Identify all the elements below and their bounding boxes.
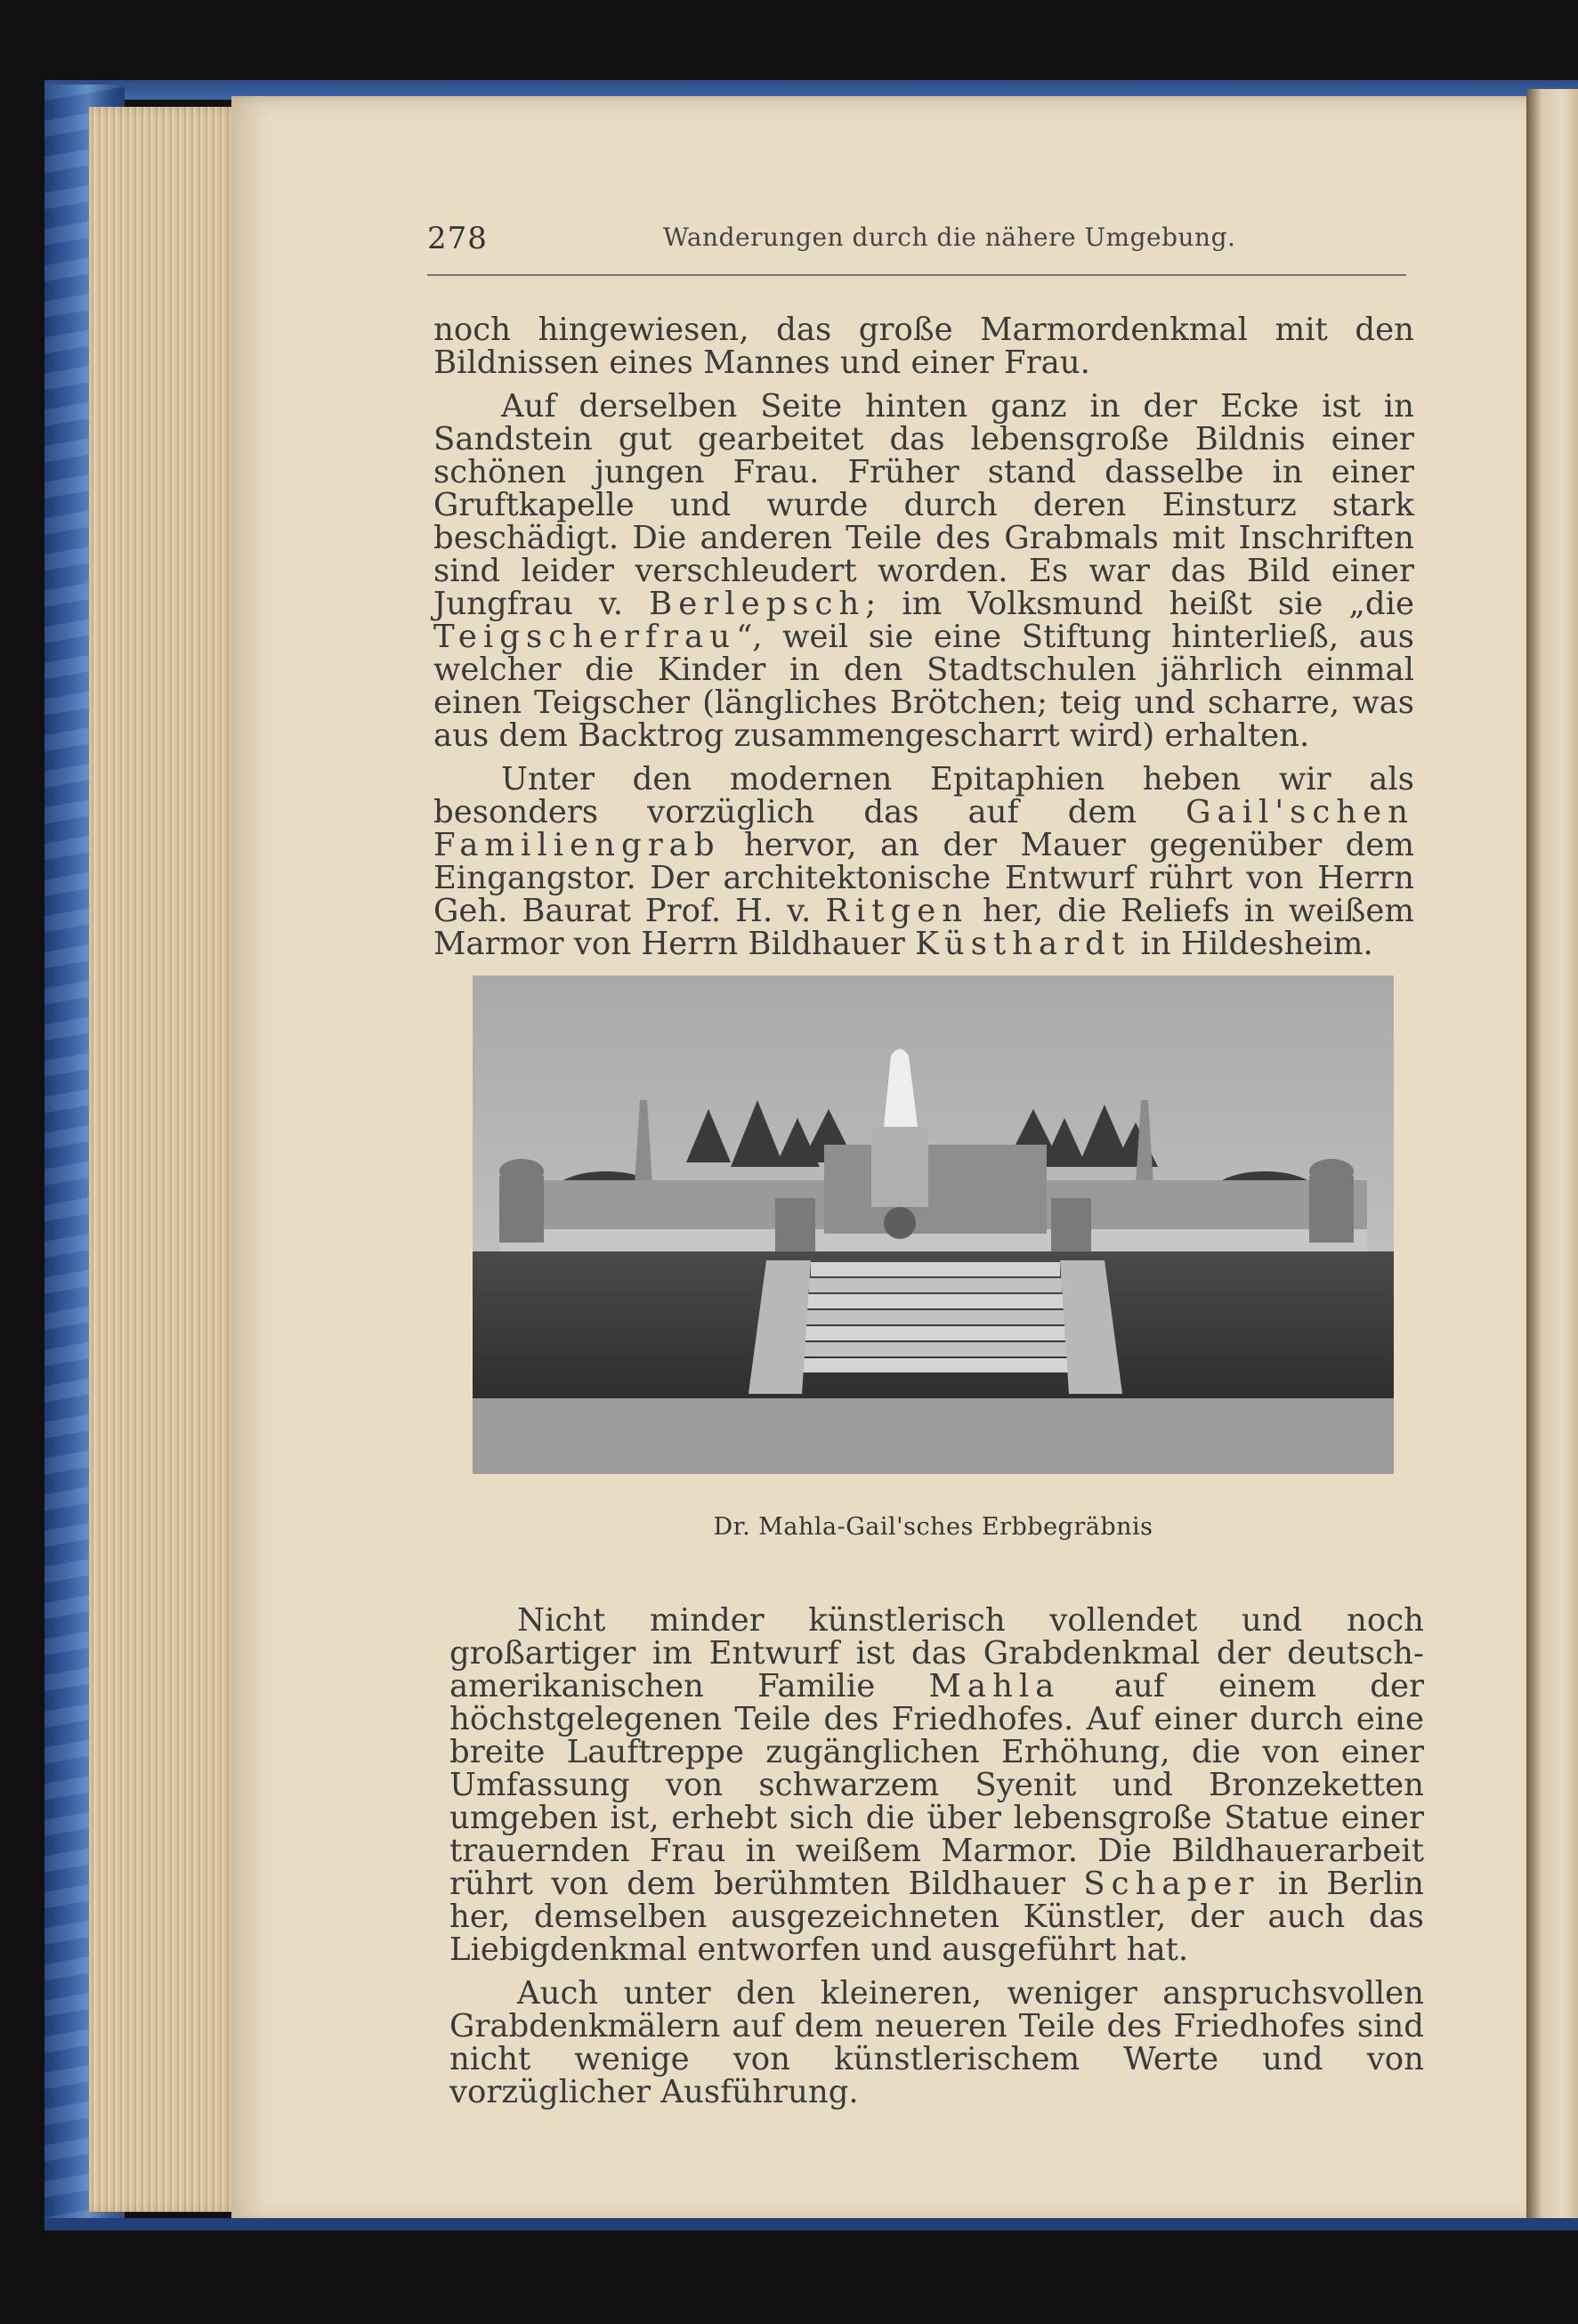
paragraph-p1 <box>433 313 1414 379</box>
statue-pedestal <box>871 1127 928 1207</box>
paragraph-p2 <box>433 390 1414 752</box>
text-run: ; im Volksmund heißt sie „die <box>865 586 1414 622</box>
paragraph-p3 <box>433 763 1414 960</box>
gravel-path <box>473 1398 1394 1474</box>
paragraph-p4 <box>449 1604 1424 1966</box>
running-title: Wanderungen durch die nähere Umgebung. <box>663 223 1236 252</box>
text-run: auf einem der höchstgelegenen Teile des Friedhofes. Auf einer durch eine breite Lauftreppe zugänglichen Erhöhung, die von einer Umfassung von schwarzem Syenit und Bronzeketten umgeben ist, erhebt sich die über lebensgroße Statue einer trauernden Frau in weißem Marmor. Die Bildhauerarbeit rührt von dem berühmten Bildhauer <box>449 1668 1425 1902</box>
text-run: Nicht minder künstlerisch vollendet und noch großartiger im Entwurf ist das Grabdenkmal der deutsch-amerikanischen Familie <box>449 1602 1424 1705</box>
spaced-name: Schaper <box>1083 1866 1260 1902</box>
figure-photo <box>473 976 1394 1474</box>
spaced-name: Gail'schen Familiengrab <box>433 794 1414 863</box>
spaced-name: Küsthardt <box>915 926 1131 962</box>
text-run: “, weil sie eine Stiftung hinterließ, aus welcher die Kinder in den Stadtschulen jährlich einmal einen Teigscher (längliches Brötchen; teig und scharre, was aus dem Backtrog zusammengescharrt wird) erhalten. <box>433 619 1414 754</box>
page-block-edges <box>89 107 240 2212</box>
grave-monument-photo <box>473 976 1394 1474</box>
page-header <box>427 221 1406 276</box>
central-monument <box>824 1145 1047 1234</box>
text-run: Auch unter den kleineren, weniger anspruchsvollen Grabdenkmälern auf dem neueren Teile des Friedhofes sind nicht wenige von künstlerischem Werte und von vorzüglicher Ausführung. <box>449 1975 1424 2110</box>
figure-caption: Dr. Mahla-Gail'sches Erbbegräbnis <box>713 1513 1153 1541</box>
wreath <box>884 1207 916 1239</box>
page-number: 278 <box>427 221 488 256</box>
text-run: noch hingewiesen, das große Marmordenkmal mit den Bildnissen eines Mannes und einer Frau. <box>433 312 1414 381</box>
text-run: Auf derselben Seite hinten ganz in der Ecke ist in Sandstein gut gearbeitet das lebensgroße Bildnis einer schönen jungen Frau. Früher stand dasselbe in einer Gruftkapelle und wurde durch deren Einsturz stark beschädigt. Die anderen Teile des Grabmals mit Inschriften sind leider verschleudert worden. Es war das Bild einer Jungfrau v. <box>433 388 1414 622</box>
bottom-text-block <box>449 1604 1424 2119</box>
spaced-name: Teigscherfrau <box>433 619 737 655</box>
text-run: in Hildesheim. <box>1130 926 1373 962</box>
paragraph-p5 <box>449 1977 1424 2109</box>
spaced-name: Berlepsch <box>649 586 866 622</box>
book-cover-bottom-edge <box>45 2218 1578 2231</box>
top-text-block <box>433 313 1414 971</box>
facing-page-edge <box>1526 89 1578 2225</box>
text-run: hervor, an der Mauer gegenüber dem Eingangstor. Der architektonische Entwurf rührt von Herrn Geh. Baurat Prof. H. v. <box>433 827 1414 929</box>
text-run: her, die Reliefs in weißem Marmor von Herrn Bildhauer <box>433 893 1414 962</box>
text-run: Unter den modernen Epitaphien heben wir als besonders vorzüglich das auf dem <box>433 761 1414 830</box>
text-run: in Berlin her, demselben ausgezeichneten Künstler, der auch das Liebigdenkmal entworfen und ausgeführt hat. <box>449 1866 1424 1968</box>
spaced-name: Ritgen <box>825 893 969 929</box>
spaced-name: Mahla <box>928 1668 1061 1705</box>
